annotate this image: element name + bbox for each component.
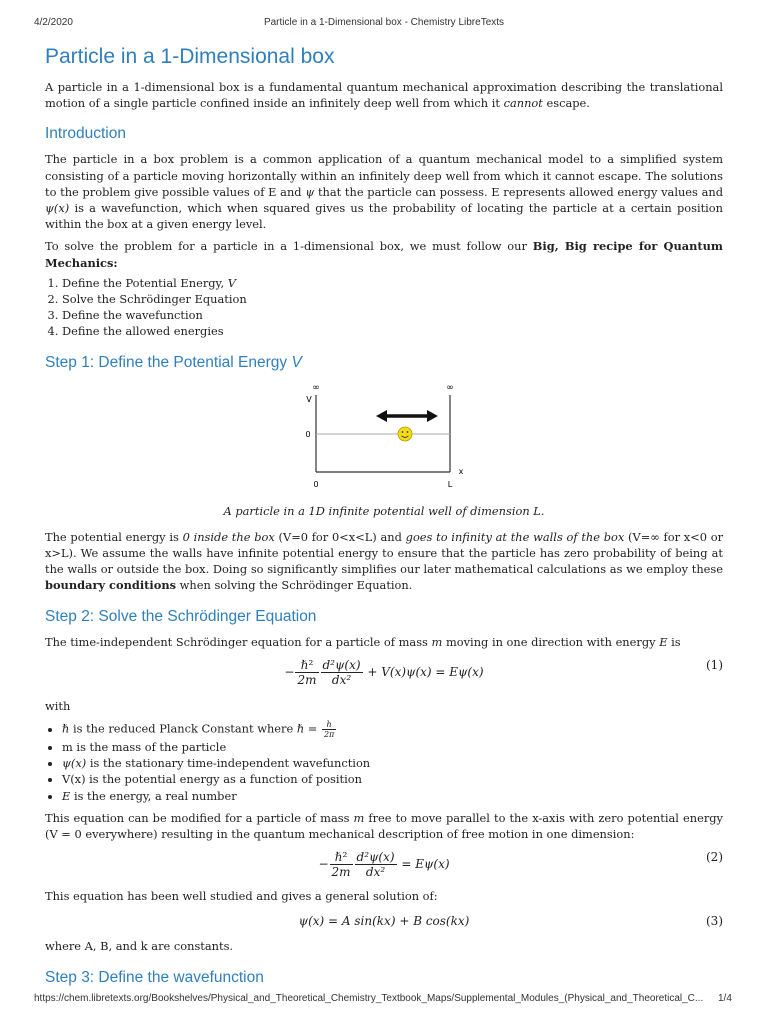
step1-heading: Step 1: Define the Potential Energy V (45, 353, 302, 371)
equation-1: − $\frac{\text{ℏ²}}{2m}$ $\frac{\text{d²ψ(x)}}{\text{dx²}}$ + V(x)ψ(x) = Eψ(x) (1) (284, 657, 723, 687)
with-label: with (45, 698, 71, 713)
step2-paragraph-4: where A, B, and k are constants. (45, 939, 234, 954)
list-item: • ℏ is the reduced Planck Constant where ℏ = $\frac{h}{2\pi}$ (62, 720, 723, 739)
list-item: • ψ(x) is the stationary time-independent wavefunction (62, 755, 723, 771)
recipe-list (45, 275, 723, 340)
list-item: 1. Define the Potential Energy, V (62, 275, 723, 291)
list-item: • E is the energy, a real number (62, 788, 723, 804)
article (45, 44, 723, 988)
step2-paragraph-2: This equation can be modified for a particle of mass m free to move parallel to the x-axis with zero potential energy (V = 0 everywhere) resulting in the quantum mechanical description of free motion in one dimension: (45, 810, 723, 842)
step1-paragraph: The potential energy is 0 inside the box (V=0 for 0<x<L) and goes to infinity at the walls of the box (V=∞ for x<0 or x>L). We assume the walls have infinite potential energy to ensure that the particle has zero probability of being at the walls or outside the box. Doing so significantly simplifies our later mathematical calculations as we employ these boundary conditions when solving the Schrödinger Equation. (45, 529, 724, 593)
list-item: • V(x) is the potential energy as a function of position (62, 771, 723, 787)
page-number: 1/4 (718, 993, 732, 1004)
origin-label: 0 (313, 479, 319, 489)
list-item: 3. Define the wavefunction (62, 307, 723, 323)
figure-caption: A particle in a 1D infinite potential well of dimension L. (223, 503, 545, 518)
list-item: 2. Solve the Schrödinger Equation (62, 291, 723, 307)
print-date: 4/2/2020 (34, 17, 73, 28)
step2-heading: Step 2: Solve the Schrödinger Equation (45, 607, 317, 625)
equation-number: (1) (706, 657, 723, 672)
step3-heading: Step 3: Define the wavefunction (45, 968, 264, 986)
v-axis-label: V (306, 394, 312, 404)
potential-well-figure (45, 379, 723, 497)
length-label: L (447, 479, 453, 489)
recipe-paragraph: To solve the problem for a particle in a 1-dimensional box, we must follow our Big, Big recipe for Quantum Mechanics: (45, 239, 723, 270)
page-title: Particle in a 1-Dimensional box (45, 45, 335, 68)
list-item: • m is the mass of the particle (62, 739, 723, 755)
infinity-right-label: ∞ (446, 382, 454, 393)
x-axis-label: x (458, 466, 464, 476)
print-url: https://chem.libretexts.org/Bookshelves/Physical_and_Theoretical_Chemistry_Textbook_Maps/Supplemental_Modules_(Physical_and_Theoretical_C... (34, 993, 704, 1004)
equation-number: (2) (706, 850, 723, 865)
list-item: 4. Define the allowed energies (62, 323, 723, 339)
zero-level-label: 0 (305, 429, 311, 439)
infinity-left-label: ∞ (312, 382, 320, 393)
introduction-heading: Introduction (45, 125, 126, 143)
equation-3: ψ(x) = A sin(kx) + B cos(kx) (3) (298, 914, 723, 929)
step2-paragraph-1: The time-independent Schrödinger equation for a particle of mass m moving in one direction with energy E is (45, 634, 681, 649)
smiley-icon (398, 427, 412, 441)
equation-2: − $\frac{\text{ℏ²}}{2m}$ $\frac{\text{d²ψ(x)}}{\text{dx²}}$ = Eψ(x) (2) (318, 850, 723, 880)
potential-well-diagram (45, 379, 723, 497)
step2-paragraph-3: This equation has been well studied and gives a general solution of: (45, 889, 438, 904)
intro-paragraph: A particle in a 1-dimensional box is a fundamental quantum mechanical approximation describing the translational motion of a single particle confined inside an infinitely deep well from which it cannot escape. (45, 80, 723, 111)
definitions-list (45, 720, 723, 804)
introduction-paragraph: The particle in a box problem is a common application of a quantum mechanical model to a simplified system consisting of a particle moving horizontally within an infinitely deep well from which it cannot escape. The solutions to the problem give possible values of E and ψ that the particle can possess. E represents allowed energy values and ψ(x) is a wavefunction, which when squared gives us the probability of locating the particle at a certain position within the box at a given energy level. (45, 152, 723, 232)
equation-number: (3) (706, 914, 723, 929)
print-title: Particle in a 1-Dimensional box - Chemistry LibreTexts (263, 17, 505, 28)
